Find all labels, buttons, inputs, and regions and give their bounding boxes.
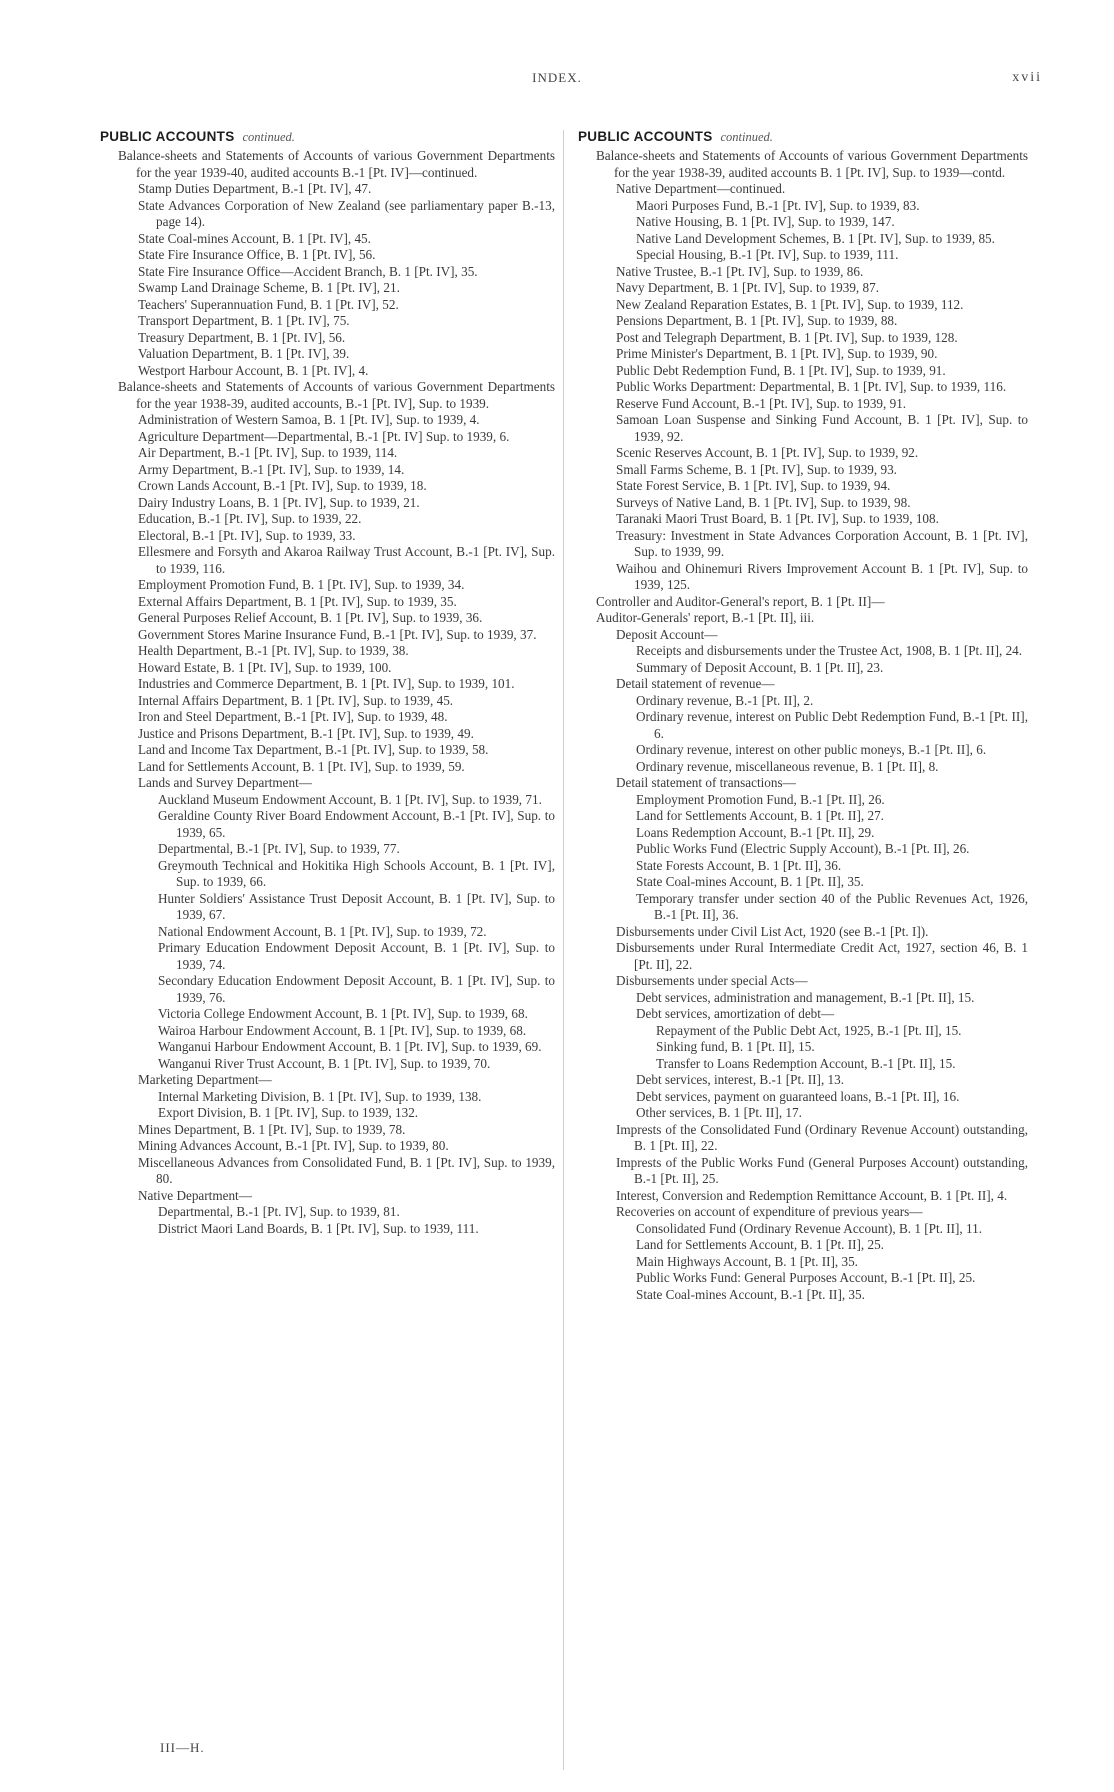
- index-entry: Army Department, B.-1 [Pt. IV], Sup. to 1939, 14.: [138, 461, 405, 477]
- section-heading: [100, 128, 555, 146]
- index-entry: Departmental, B.-1 [Pt. IV], Sup. to 1939, 77.: [158, 841, 400, 856]
- index-entry: Hunter Soldiers' Assistance Trust Deposit Account, B. 1 [Pt. IV], Sup. to 1939, 67.: [158, 890, 555, 922]
- index-entry: Crown Lands Account, B.-1 [Pt. IV], Sup. to 1939, 18.: [138, 478, 427, 493]
- index-entry: State Forest Service, B. 1 [Pt. IV], Sup. to 1939, 94.: [616, 478, 891, 493]
- index-entry: Wairoa Harbour Endowment Account, B. 1 [Pt. IV], Sup. to 1939, 68.: [158, 1022, 527, 1038]
- index-entry: Native Department—continued.: [616, 181, 786, 196]
- index-entry: Industries and Commerce Department, B. 1 [Pt. IV], Sup. to 1939, 101.: [138, 676, 515, 691]
- index-entry: Maori Purposes Fund, B.-1 [Pt. IV], Sup. to 1939, 83.: [636, 197, 920, 213]
- index-entry: Balance-sheets and Statements of Accounts of various Government Departments for the year 1939-40, audited accounts B.-1 [Pt. IV]—continued.: [118, 148, 555, 180]
- index-entry: Secondary Education Endowment Deposit Account, B. 1 [Pt. IV], Sup. to 1939, 76.: [158, 973, 555, 1005]
- left-column: [100, 128, 555, 1237]
- index-entry: Valuation Department, B. 1 [Pt. IV], 39.: [138, 346, 350, 361]
- index-entry: Post and Telegraph Department, B. 1 [Pt. IV], Sup. to 1939, 128.: [616, 329, 958, 345]
- column-divider: [563, 130, 564, 1770]
- index-entry: National Endowment Account, B. 1 [Pt. IV], Sup. to 1939, 72.: [158, 923, 487, 939]
- index-entry: Disbursements under Civil List Act, 1920 (see B.-1 [Pt. I]).: [616, 923, 929, 939]
- index-entry: Howard Estate, B. 1 [Pt. IV], Sup. to 1939, 100.: [138, 659, 392, 675]
- index-entry: State Forests Account, B. 1 [Pt. II], 36.: [636, 857, 842, 873]
- index-entry: State Coal-mines Account, B. 1 [Pt. IV], 45.: [138, 230, 371, 246]
- index-entry: Debt services, administration and management, B.-1 [Pt. II], 15.: [636, 989, 975, 1005]
- index-entry: Reserve Fund Account, B.-1 [Pt. IV], Sup. to 1939, 91.: [616, 395, 907, 411]
- index-entry: Wanganui Harbour Endowment Account, B. 1 [Pt. IV], Sup. to 1939, 69.: [158, 1039, 542, 1054]
- index-entry: Recoveries on account of expenditure of previous years—: [616, 1204, 923, 1219]
- index-entry: Land and Income Tax Department, B.-1 [Pt. IV], Sup. to 1939, 58.: [138, 742, 489, 757]
- index-entry: State Coal-mines Account, B.-1 [Pt. II], 35.: [636, 1286, 865, 1302]
- index-entry: Transfer to Loans Redemption Account, B.-1 [Pt. II], 15.: [656, 1055, 956, 1071]
- index-entry: State Fire Insurance Office—Accident Branch, B. 1 [Pt. IV], 35.: [138, 263, 478, 279]
- index-entry: Waihou and Ohinemuri Rivers Improvement Account B. 1 [Pt. IV], Sup. to 1939, 125.: [616, 560, 1028, 592]
- continued-label: continued.: [720, 130, 773, 144]
- index-entry: Other services, B. 1 [Pt. II], 17.: [636, 1105, 802, 1120]
- index-entry: Surveys of Native Land, B. 1 [Pt. IV], Sup. to 1939, 98.: [616, 494, 911, 510]
- index-entry: Imprests of the Public Works Fund (General Purposes Account) outstanding, B.-1 [Pt. II], 25.: [616, 1154, 1028, 1186]
- index-entry: State Coal-mines Account, B. 1 [Pt. II], 35.: [636, 874, 864, 889]
- running-head: INDEX.: [532, 70, 582, 85]
- index-entry: Ordinary revenue, miscellaneous revenue, B. 1 [Pt. II], 8.: [636, 758, 939, 774]
- index-entry: Small Farms Scheme, B. 1 [Pt. IV], Sup. to 1939, 93.: [616, 461, 897, 477]
- index-entry: Departmental, B.-1 [Pt. IV], Sup. to 1939, 81.: [158, 1204, 400, 1219]
- index-entry: Auckland Museum Endowment Account, B. 1 [Pt. IV], Sup. to 1939, 71.: [158, 791, 542, 807]
- index-entry: Consolidated Fund (Ordinary Revenue Account), B. 1 [Pt. II], 11.: [636, 1220, 982, 1236]
- right-column: [578, 128, 1028, 1303]
- index-entry: Land for Settlements Account, B. 1 [Pt. II], 25.: [636, 1237, 884, 1252]
- index-entry: Debt services, interest, B.-1 [Pt. II], 13.: [636, 1072, 845, 1087]
- index-entry: Balance-sheets and Statements of Accounts of various Government Departments for the year 1938-39, audited accounts, B.-1 [Pt. IV], Sup. to 1939.: [118, 379, 555, 411]
- section-heading: [578, 128, 1028, 146]
- index-entry: Employment Promotion Fund, B.-1 [Pt. II], 26.: [636, 791, 885, 807]
- index-entry: Health Department, B.-1 [Pt. IV], Sup. to 1939, 38.: [138, 643, 409, 658]
- index-entry: State Fire Insurance Office, B. 1 [Pt. IV], 56.: [138, 247, 376, 262]
- index-entry: Marketing Department—: [138, 1072, 272, 1087]
- index-entry: Scenic Reserves Account, B. 1 [Pt. IV], Sup. to 1939, 92.: [616, 445, 919, 460]
- index-entry: Westport Harbour Account, B. 1 [Pt. IV], 4.: [138, 362, 369, 378]
- index-entry: Dairy Industry Loans, B. 1 [Pt. IV], Sup. to 1939, 21.: [138, 494, 420, 510]
- index-entry: General Purposes Relief Account, B. 1 [Pt. IV], Sup. to 1939, 36.: [138, 610, 483, 625]
- index-entry: Temporary transfer under section 40 of the Public Revenues Act, 1926, B.-1 [Pt. II], 36.: [636, 890, 1028, 922]
- index-entry: Disbursements under special Acts—: [616, 973, 808, 988]
- index-entry: Summary of Deposit Account, B. 1 [Pt. II], 23.: [636, 659, 884, 675]
- index-entry: Mining Advances Account, B.-1 [Pt. IV], Sup. to 1939, 80.: [138, 1138, 449, 1153]
- index-entry: Repayment of the Public Debt Act, 1925, B.-1 [Pt. II], 15.: [656, 1022, 962, 1038]
- index-entry: Debt services, payment on guaranteed loans, B.-1 [Pt. II], 16.: [636, 1088, 960, 1104]
- section-title: PUBLIC ACCOUNTS: [578, 129, 713, 144]
- index-entry: Employment Promotion Fund, B. 1 [Pt. IV], Sup. to 1939, 34.: [138, 577, 465, 592]
- index-entry: Transport Department, B. 1 [Pt. IV], 75.: [138, 313, 350, 328]
- index-entry: Auditor-Generals' report, B.-1 [Pt. II], iii.: [596, 610, 815, 625]
- index-entry: Public Works Fund (Electric Supply Account), B.-1 [Pt. II], 26.: [636, 841, 970, 856]
- index-entry: Disbursements under Rural Intermediate Credit Act, 1927, section 46, B. 1 [Pt. II], 22.: [616, 940, 1028, 972]
- index-entry: Pensions Department, B. 1 [Pt. IV], Sup. to 1939, 88.: [616, 313, 898, 328]
- index-entry: Main Highways Account, B. 1 [Pt. II], 35.: [636, 1253, 858, 1269]
- index-entry: Prime Minister's Department, B. 1 [Pt. IV], Sup. to 1939, 90.: [616, 346, 938, 361]
- section-title: PUBLIC ACCOUNTS: [100, 129, 235, 144]
- index-entry-list: [578, 148, 1028, 1303]
- index-entry: Internal Affairs Department, B. 1 [Pt. IV], Sup. to 1939, 45.: [138, 692, 454, 708]
- index-entry: Administration of Western Samoa, B. 1 [Pt. IV], Sup. to 1939, 4.: [138, 412, 480, 427]
- index-entry: External Affairs Department, B. 1 [Pt. IV], Sup. to 1939, 35.: [138, 593, 457, 609]
- index-entry: Ordinary revenue, B.-1 [Pt. II], 2.: [636, 692, 814, 708]
- index-entry: Imprests of the Consolidated Fund (Ordinary Revenue Account) outstanding, B. 1 [Pt. II], 22.: [616, 1121, 1028, 1153]
- index-entry: Balance-sheets and Statements of Accounts of various Government Departments for the year 1938-39, audited accounts B. 1 [Pt. IV], Sup. to 1939—contd.: [596, 148, 1028, 180]
- index-entry: Deposit Account—: [616, 626, 718, 642]
- index-entry: Air Department, B.-1 [Pt. IV], Sup. to 1939, 114.: [138, 445, 398, 460]
- index-entry: Treasury Department, B. 1 [Pt. IV], 56.: [138, 329, 346, 345]
- index-entry: Ellesmere and Forsyth and Akaroa Railway Trust Account, B.-1 [Pt. IV], Sup. to 1939, 116.: [138, 544, 555, 576]
- index-entry: Justice and Prisons Department, B.-1 [Pt. IV], Sup. to 1939, 49.: [138, 725, 474, 741]
- index-entry: Native Land Development Schemes, B. 1 [Pt. IV], Sup. to 1939, 85.: [636, 230, 995, 246]
- index-entry: Greymouth Technical and Hokitika High Schools Account, B. 1 [Pt. IV], Sup. to 1939, 66.: [158, 857, 555, 889]
- index-entry: Lands and Survey Department—: [138, 775, 312, 790]
- index-entry: Receipts and disbursements under the Trustee Act, 1908, B. 1 [Pt. II], 24.: [636, 643, 1023, 658]
- index-entry: Land for Settlements Account, B. 1 [Pt. IV], Sup. to 1939, 59.: [138, 758, 465, 774]
- index-entry: Controller and Auditor-General's report, B. 1 [Pt. II]—: [596, 593, 885, 609]
- index-entry: Debt services, amortization of debt—: [636, 1006, 835, 1021]
- index-entry: Wanganui River Trust Account, B. 1 [Pt. IV], Sup. to 1939, 70.: [158, 1055, 491, 1071]
- index-entry: Miscellaneous Advances from Consolidated Fund, B. 1 [Pt. IV], Sup. to 1939, 80.: [138, 1154, 555, 1186]
- index-entry: Loans Redemption Account, B.-1 [Pt. II], 29.: [636, 824, 875, 840]
- index-entry: Detail statement of revenue—: [616, 676, 775, 691]
- page-number: xvii: [1012, 70, 1042, 85]
- index-entry: Navy Department, B. 1 [Pt. IV], Sup. to 1939, 87.: [616, 280, 879, 295]
- index-entry: Education, B.-1 [Pt. IV], Sup. to 1939, 22.: [138, 511, 362, 526]
- index-entry: Public Works Department: Departmental, B. 1 [Pt. IV], Sup. to 1939, 116.: [616, 379, 1007, 394]
- index-entry: Victoria College Endowment Account, B. 1 [Pt. IV], Sup. to 1939, 68.: [158, 1006, 528, 1021]
- index-entry: Public Debt Redemption Fund, B. 1 [Pt. IV], Sup. to 1939, 91.: [616, 362, 946, 378]
- index-entry: Taranaki Maori Trust Board, B. 1 [Pt. IV], Sup. to 1939, 108.: [616, 511, 939, 526]
- index-entry: Native Housing, B. 1 [Pt. IV], Sup. to 1939, 147.: [636, 214, 895, 229]
- index-entry: Interest, Conversion and Redemption Remittance Account, B. 1 [Pt. II], 4.: [616, 1187, 1008, 1203]
- index-entry: Detail statement of transactions—: [616, 775, 796, 790]
- index-entry: Government Stores Marine Insurance Fund, B.-1 [Pt. IV], Sup. to 1939, 37.: [138, 626, 537, 642]
- index-entry: Treasury: Investment in State Advances Corporation Account, B. 1 [Pt. IV], Sup. to 1939, 99.: [616, 527, 1028, 559]
- index-entry: Swamp Land Drainage Scheme, B. 1 [Pt. IV], 21.: [138, 280, 400, 295]
- index-entry: Ordinary revenue, interest on other public moneys, B.-1 [Pt. II], 6.: [636, 742, 987, 757]
- index-entry: Samoan Loan Suspense and Sinking Fund Account, B. 1 [Pt. IV], Sup. to 1939, 92.: [616, 412, 1028, 444]
- index-entry: Electoral, B.-1 [Pt. IV], Sup. to 1939, 33.: [138, 527, 356, 543]
- index-entry: District Maori Land Boards, B. 1 [Pt. IV], Sup. to 1939, 111.: [158, 1220, 479, 1236]
- continued-label: continued.: [242, 130, 295, 144]
- page-header: [0, 70, 1114, 94]
- printer-signature: III—H.: [160, 1740, 205, 1755]
- index-entry: Stamp Duties Department, B.-1 [Pt. IV], 47.: [138, 181, 372, 196]
- index-entry: Teachers' Superannuation Fund, B. 1 [Pt. IV], 52.: [138, 296, 399, 312]
- index-entry: Agriculture Department—Departmental, B.-1 [Pt. IV] Sup. to 1939, 6.: [138, 428, 510, 444]
- index-entry: Land for Settlements Account, B. 1 [Pt. II], 27.: [636, 808, 884, 823]
- index-entry: Ordinary revenue, interest on Public Debt Redemption Fund, B.-1 [Pt. II], 6.: [636, 709, 1028, 741]
- index-entry: Public Works Fund: General Purposes Account, B.-1 [Pt. II], 25.: [636, 1270, 976, 1285]
- index-entry: Native Trustee, B.-1 [Pt. IV], Sup. to 1939, 86.: [616, 263, 864, 279]
- index-entry: New Zealand Reparation Estates, B. 1 [Pt. IV], Sup. to 1939, 112.: [616, 296, 964, 312]
- index-entry: Export Division, B. 1 [Pt. IV], Sup. to 1939, 132.: [158, 1105, 419, 1120]
- index-entry: Mines Department, B. 1 [Pt. IV], Sup. to 1939, 78.: [138, 1121, 406, 1137]
- index-entry-list: [100, 148, 555, 1237]
- index-entry: Primary Education Endowment Deposit Account, B. 1 [Pt. IV], Sup. to 1939, 74.: [158, 940, 555, 972]
- index-entry: State Advances Corporation of New Zealand (see parliamentary paper B.-13, page 14).: [138, 197, 555, 229]
- index-entry: Native Department—: [138, 1187, 252, 1203]
- index-entry: Geraldine County River Board Endowment Account, B.-1 [Pt. IV], Sup. to 1939, 65.: [158, 808, 555, 840]
- index-entry: Internal Marketing Division, B. 1 [Pt. IV], Sup. to 1939, 138.: [158, 1088, 482, 1104]
- index-entry: Iron and Steel Department, B.-1 [Pt. IV], Sup. to 1939, 48.: [138, 709, 448, 724]
- index-entry: Special Housing, B.-1 [Pt. IV], Sup. to 1939, 111.: [636, 247, 899, 262]
- index-entry: Sinking fund, B. 1 [Pt. II], 15.: [656, 1039, 815, 1054]
